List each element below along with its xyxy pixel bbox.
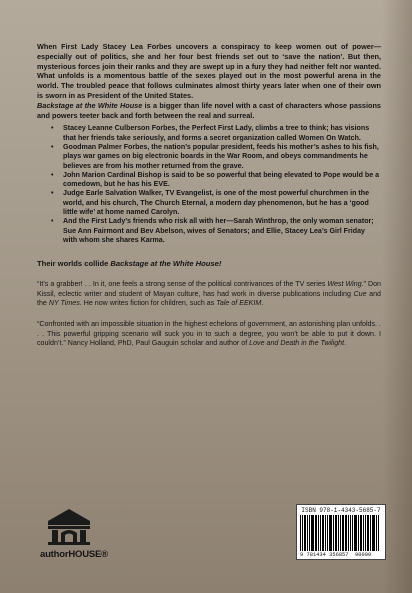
barcode-stripe — [327, 515, 328, 551]
quote-italic: Cue — [353, 289, 367, 298]
cover-edge-shade — [382, 0, 412, 593]
quote-text: and the — [37, 289, 381, 308]
barcode-stripe — [338, 515, 339, 551]
quote-italic: NY Times — [48, 299, 80, 308]
character-list — [51, 124, 381, 245]
barcode-stripe — [325, 515, 326, 551]
barcode-stripe — [358, 515, 359, 551]
barcode-stripe — [304, 515, 306, 551]
barcode-stripe — [302, 515, 303, 551]
book-title: Backstage at the White House — [37, 100, 143, 110]
description-paragraph — [37, 101, 381, 121]
ean-digits: 9 781434 356857 — [300, 552, 349, 558]
barcode-stripe — [376, 515, 377, 551]
barcode-stripe — [322, 515, 324, 551]
barcode-stripe — [348, 515, 349, 551]
publisher-block — [40, 508, 108, 560]
quote-italic: West Wing — [327, 280, 362, 289]
quote-italic: Tale of EEKIM — [216, 299, 262, 308]
tagline — [37, 259, 381, 269]
review-quote-kissil — [37, 280, 381, 309]
quote-text: “It’s a grabber! . . In it, one feels a strong sense of the political contrivances of the TV series — [37, 280, 328, 289]
publisher-name: authorHOUSE® — [40, 549, 108, 560]
barcode-stripe — [350, 515, 351, 551]
tagline-lead: Their worlds collide — [37, 259, 111, 269]
barcode-stripe — [354, 515, 357, 551]
tagline-title: Backstage at the White House! — [110, 259, 222, 269]
quote-text: . — [344, 339, 347, 348]
character-item: • Goodman Palmer Forbes, the nation’s popular president, feeds his mother’s ashes to his fish, plays war games on big electronic boards in the War Room, and obeys commandments he believes are from his mother returned from the grave. — [51, 143, 381, 171]
barcode-stripe — [372, 515, 375, 551]
barcode-stripe — [311, 515, 314, 551]
review-quote-holland — [37, 320, 381, 349]
isbn-barcode — [296, 504, 386, 560]
barcode-stripe — [378, 515, 379, 551]
barcode-bars — [300, 515, 382, 552]
character-item: • Stacey Leanne Culberson Forbes, the Perfect First Lady, climbs a tree to think; has visions that her friends take seriously, and forms a secret organization called Women On Watch. — [51, 124, 381, 143]
barcode-stripe — [360, 515, 362, 551]
barcode-stripe — [340, 515, 341, 551]
barcode-stripe — [342, 515, 344, 551]
barcode-stripe — [345, 515, 347, 551]
quote-text: . He now writes fiction for children, such as — [79, 299, 217, 308]
character-item: • And the First Lady’s friends who risk all with her—Sarah Winthrop, the only woman senator; Sue Ann Fairmont and Bev Abelson, wives of Senators; and Ellie, Stacey Lea’s Girl Friday with whom she shares Karma. — [51, 217, 381, 245]
barcode-stripe — [370, 515, 371, 551]
barcode-stripe — [320, 515, 321, 551]
barcode-number — [300, 552, 382, 559]
barcode-stripe — [315, 515, 317, 551]
quote-text: .” Don Kissil, eclectic writer and student of Mayan culture, has had work in diverse publications including — [37, 280, 381, 298]
barcode-stripe — [367, 515, 369, 551]
quote-text: “Confronted with an impossible situation in the highest echelons of government, an astonishing plan unfolds. . . . This powerful gripping scenario will suck you in to such a degree, you won’t be able to put it down. I couldn’t.” Nancy Holland, PhD, Paul Gauguin scholar and author of — [37, 320, 381, 348]
isbn-number: ISBN 978-1-4343-5685-7 — [301, 507, 381, 514]
character-item: • Judge Earle Salvation Walker, TV Evangelist, is one of the most powerful churchmen in the world, and his church, The Church Eternal, a modern day phenomenon, but he has a ‘good little wife’ at home named Carolyn. — [51, 189, 381, 217]
synopsis-paragraph: When First Lady Stacey Lea Forbes uncovers a conspiracy to keep women out of power—especially out of politics, she and her four best friends set out to ‘save the nation’. But then, mysterious forces join their ranks and they are swept up in a fury they had neither felt nor wanted. What unfolds is a momentous battle of the sexes played out in the most powerful arena in the world. The troubled peace that follows culminates almost thirty years later when one of their own is sworn in as President of the United States. — [37, 42, 381, 100]
quote-italic: Love and Death in the Twilight — [249, 339, 345, 348]
barcode-stripe — [329, 515, 332, 551]
authorhouse-logo-icon — [46, 508, 92, 546]
barcode-stripe — [318, 515, 319, 551]
barcode-stripe — [307, 515, 308, 551]
character-item: • John Marion Cardinal Bishop is said to be so powerful that being elevated to Pope would be a comedown, but he has his EVE. — [51, 171, 381, 190]
barcode-stripe — [365, 515, 366, 551]
barcode-stripe — [363, 515, 364, 551]
barcode-stripe — [309, 515, 310, 551]
price-addon: 90000 — [355, 552, 372, 558]
barcode-stripe — [300, 515, 301, 551]
quote-text: . — [261, 299, 264, 308]
barcode-stripe — [333, 515, 334, 551]
cover-text — [37, 42, 381, 349]
barcode-stripe — [352, 515, 353, 551]
barcode-stripe — [335, 515, 337, 551]
description-text: is a bigger than life novel with a cast of characters whose passions and powers teeter back and forth between the real and surreal. — [37, 100, 381, 120]
